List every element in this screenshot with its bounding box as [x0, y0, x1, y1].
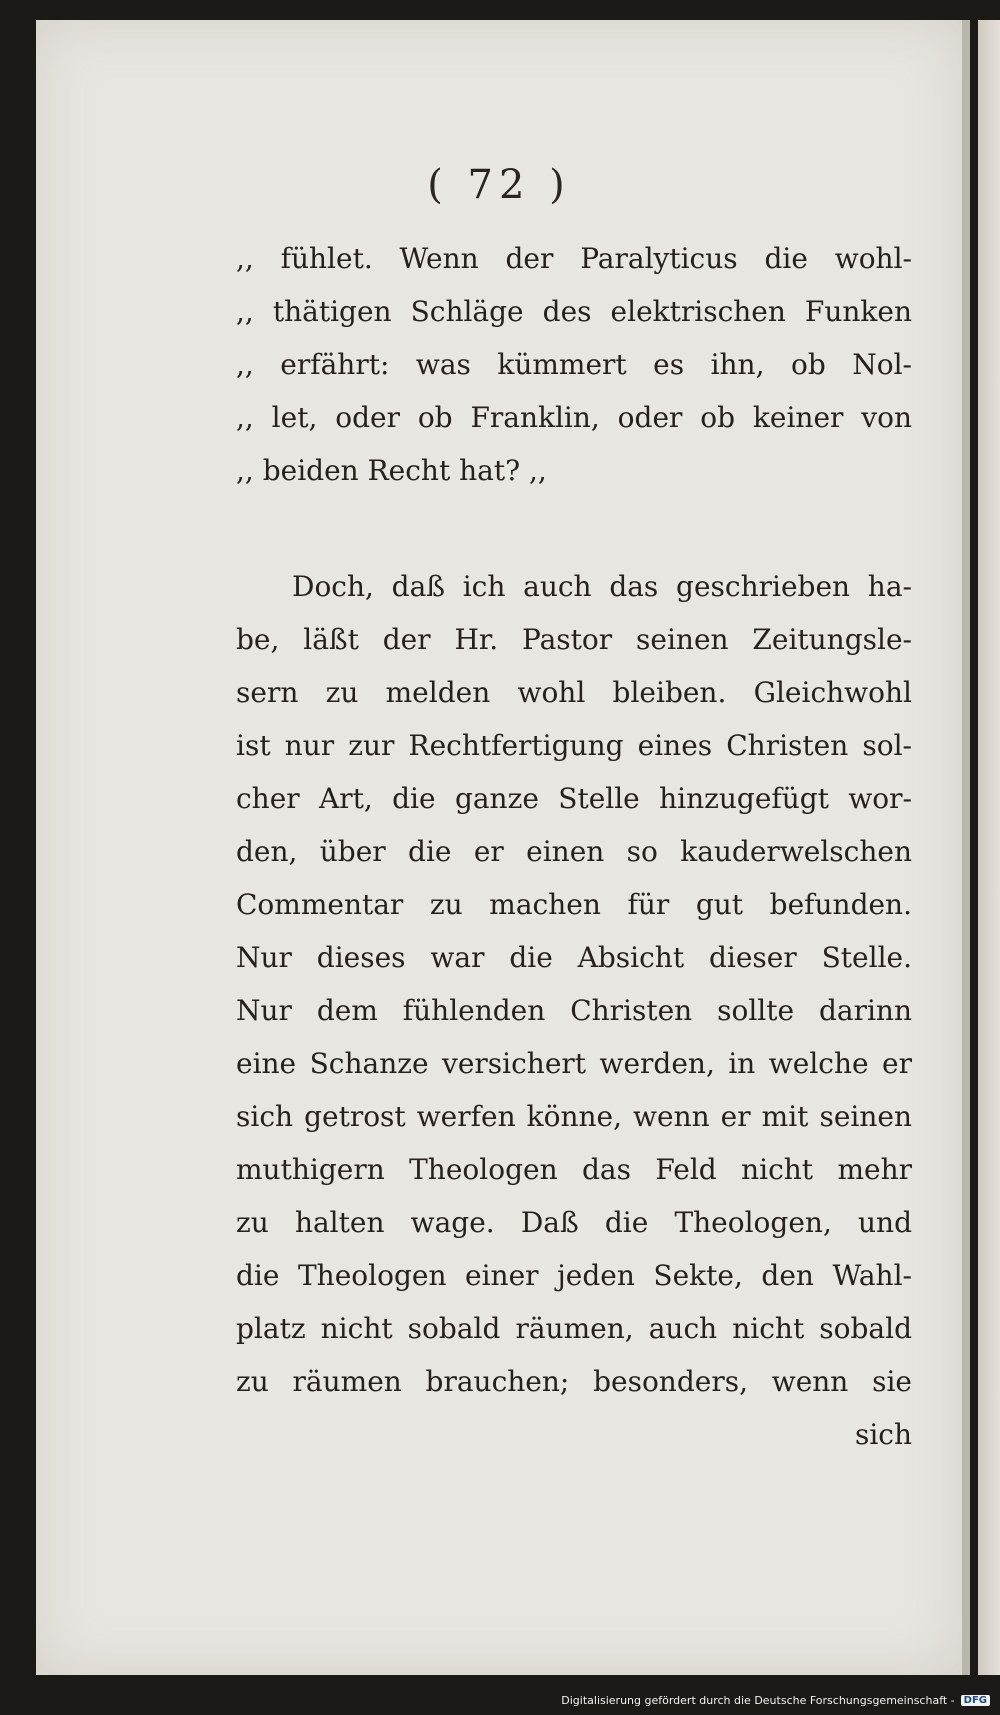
text-line: eine Schanze versichert werden, in welche er: [236, 1047, 912, 1080]
text-line: die Theologen einer jeden Sekte, den Wahl-: [236, 1259, 912, 1292]
digitization-footer: [561, 1694, 990, 1707]
book-page: [36, 20, 970, 1675]
text-line: cher Art, die ganze Stelle hinzugefügt wor-: [236, 782, 912, 815]
text-line: muthigern Theologen das Feld nicht mehr: [236, 1153, 912, 1186]
text-line: zu räumen brauchen; besonders, wenn sie: [236, 1365, 912, 1398]
main-paragraph: [236, 560, 912, 1461]
text-line: den, über die er einen so kauderwelschen: [236, 835, 912, 868]
text-line: ,, thätigen Schläge des elektrischen Funken: [236, 295, 912, 328]
text-line: sern zu melden wohl bleiben. Gleichwohl: [236, 676, 912, 709]
text-line: ,, let, oder ob Franklin, oder ob keiner von: [236, 401, 912, 434]
text-line: Doch, daß ich auch das geschrieben ha-: [292, 570, 912, 603]
text-line: ,, erfährt: was kümmert es ihn, ob Nol-: [236, 348, 912, 381]
page-number: ( 72 ): [427, 162, 571, 208]
text-line: zu halten wage. Daß die Theologen, und: [236, 1206, 912, 1239]
quote-paragraph: [236, 232, 912, 497]
dfg-logo: DFG: [961, 1695, 990, 1706]
catchword: sich: [854, 1418, 912, 1451]
text-line: sich getrost werfen könne, wenn er mit seinen: [236, 1100, 912, 1133]
text-line: ,, beiden Recht hat? ,,: [236, 454, 547, 487]
text-line: platz nicht sobald räumen, auch nicht sobald: [236, 1312, 912, 1345]
page-edge: [978, 20, 1000, 1675]
text-line: Nur dieses war die Absicht dieser Stelle.: [236, 941, 912, 974]
text-line: ,, fühlet. Wenn der Paralyticus die wohl-: [236, 242, 912, 275]
text-line: be, läßt der Hr. Pastor seinen Zeitungsle-: [236, 623, 912, 656]
text-line: Nur dem fühlenden Christen sollte darinn: [236, 994, 912, 1027]
footer-credit: Digitalisierung gefördert durch die Deutsche Forschungsgemeinschaft -: [561, 1694, 955, 1707]
text-line: Commentar zu machen für gut befunden.: [236, 888, 912, 921]
text-line: ist nur zur Rechtfertigung eines Christen sol-: [236, 729, 912, 762]
